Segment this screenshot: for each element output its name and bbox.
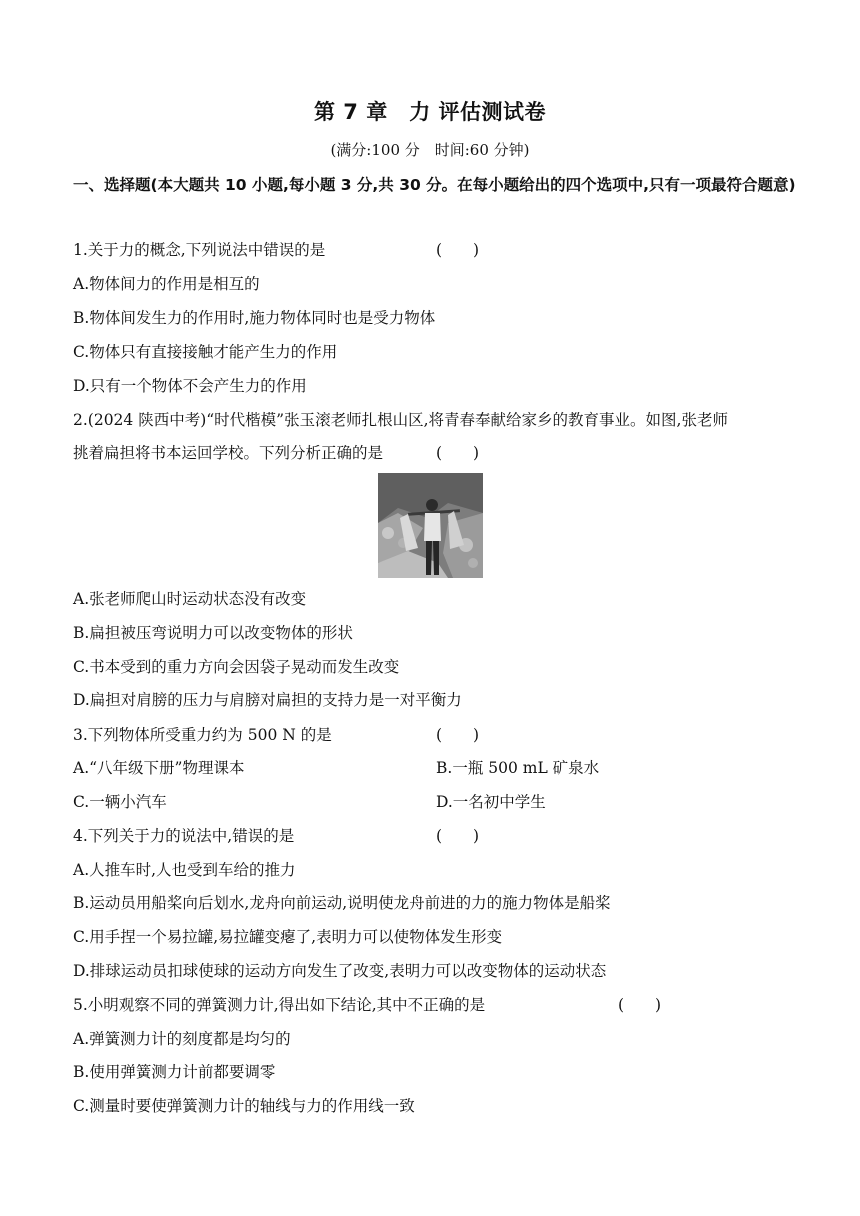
answer-parentheses: ( ): [436, 827, 480, 845]
question-2-option-c: C.书本受到的重力方向会因袋子晃动而发生改变: [73, 658, 400, 676]
question-1-option-c: C.物体只有直接接触才能产生力的作用: [73, 343, 338, 361]
question-2-option-d: D.扁担对肩膀的压力与肩膀对扁担的支持力是一对平衡力: [73, 691, 462, 709]
question-3-stem: 3.下列物体所受重力约为 500 N 的是: [73, 726, 332, 744]
question-4-option-a: A.人推车时,人也受到车给的推力: [73, 861, 296, 879]
question-3-option-c: C.一辆小汽车: [73, 793, 167, 811]
question-5-stem: 5.小明观察不同的弹簧测力计,得出如下结论,其中不正确的是: [73, 996, 486, 1014]
question-4-option-d: D.排球运动员扣球使球的运动方向发生了改变,表明力可以改变物体的运动状态: [73, 962, 607, 980]
section-heading: 一、选择题(本大题共 10 小题,每小题 3 分,共 30 分。在每小题给出的四个选项中,只有一项最符合题意): [73, 176, 796, 194]
answer-parentheses: ( ): [436, 726, 480, 744]
question-3-option-b: B.一瓶 500 mL 矿泉水: [436, 759, 600, 777]
question-4-option-c: C.用手捏一个易拉罐,易拉罐变瘪了,表明力可以使物体发生形变: [73, 928, 503, 946]
question-1-option-b: B.物体间发生力的作用时,施力物体同时也是受力物体: [73, 309, 436, 327]
question-5-option-a: A.弹簧测力计的刻度都是均匀的: [73, 1030, 291, 1048]
answer-parentheses: ( ): [436, 444, 480, 462]
question-2-stem-line1: 2.(2024 陕西中考)“时代楷模”张玉滚老师扎根山区,将青春奉献给家乡的教育事业。如图,张老师: [73, 411, 728, 429]
exam-title: 第 7 章 力 评估测试卷: [313, 100, 547, 124]
question-3-option-d: D.一名初中学生: [436, 793, 546, 811]
question-1-stem: 1.关于力的概念,下列说法中错误的是: [73, 241, 326, 259]
answer-parentheses: ( ): [618, 996, 662, 1014]
question-4-stem: 4.下列关于力的说法中,错误的是: [73, 827, 295, 845]
question-2-stem-line2: 挑着扁担将书本运回学校。下列分析正确的是: [73, 444, 384, 462]
answer-parentheses: ( ): [436, 241, 480, 259]
question-2-option-a: A.张老师爬山时运动状态没有改变: [73, 590, 307, 608]
question-1-option-d: D.只有一个物体不会产生力的作用: [73, 377, 307, 395]
teacher-carrying-pole-photo: [378, 473, 483, 578]
question-1-option-a: A.物体间力的作用是相互的: [73, 275, 260, 293]
exam-subtitle: (满分:100 分 时间:60 分钟): [330, 141, 530, 159]
question-4-option-b: B.运动员用船桨向后划水,龙舟向前运动,说明使龙舟前进的力的施力物体是船桨: [73, 894, 611, 912]
question-5-option-c: C.测量时要使弹簧测力计的轴线与力的作用线一致: [73, 1097, 415, 1115]
question-5-option-b: B.使用弹簧测力计前都要调零: [73, 1063, 276, 1081]
question-3-option-a: A.“八年级下册”物理课本: [73, 759, 245, 777]
question-2-option-b: B.扁担被压弯说明力可以改变物体的形状: [73, 624, 353, 642]
